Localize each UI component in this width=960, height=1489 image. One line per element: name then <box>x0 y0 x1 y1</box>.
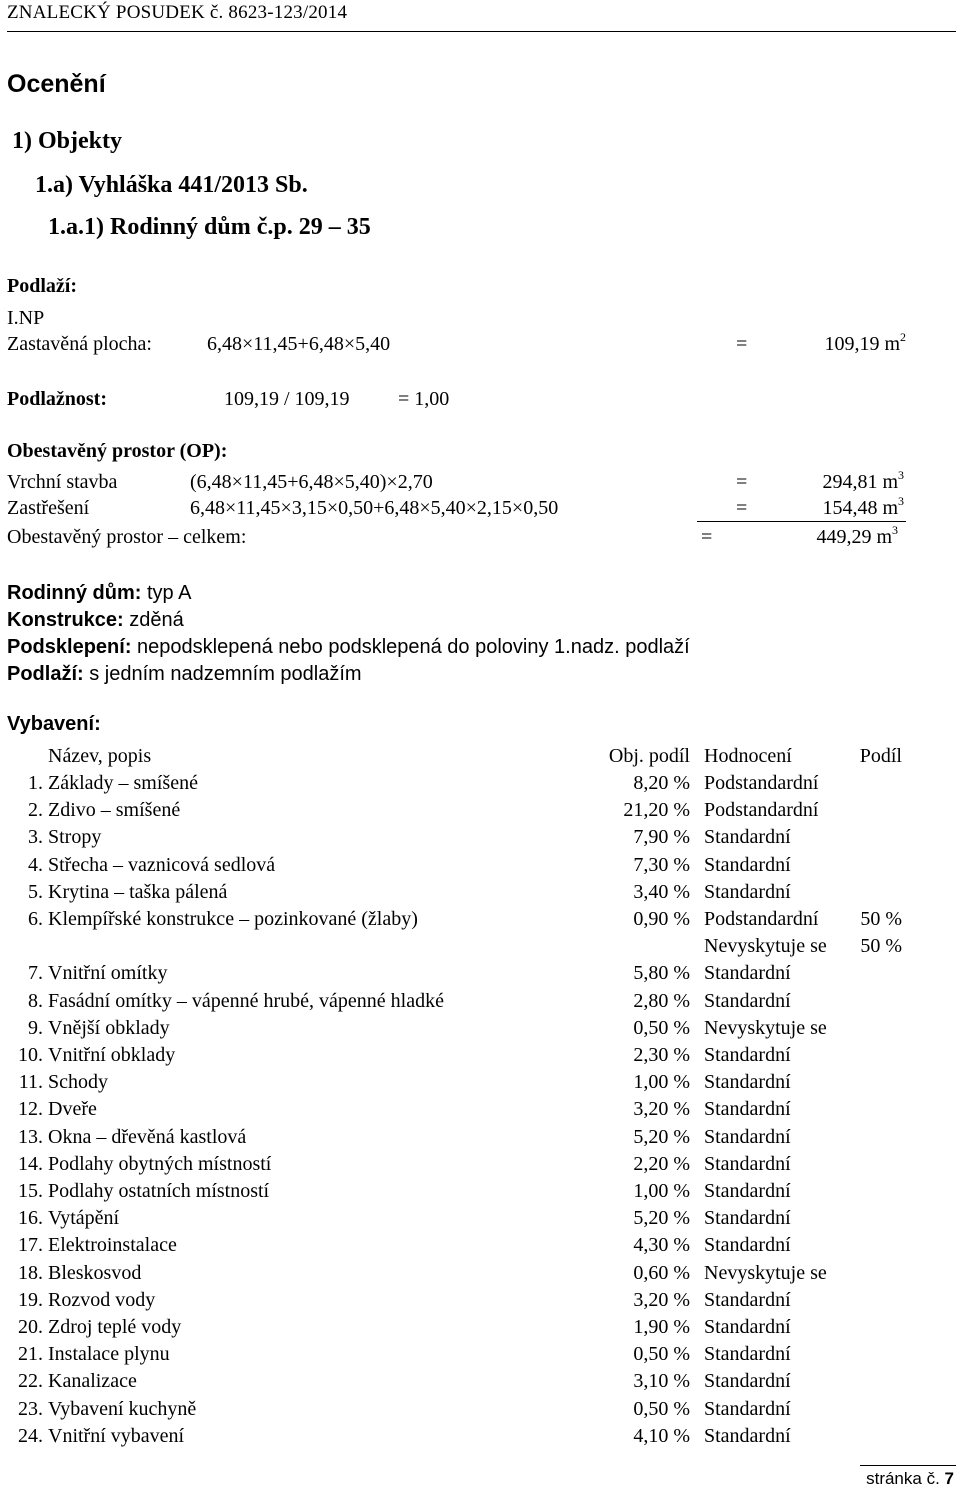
table-row <box>0 935 960 959</box>
cell-name: Vnitřní obklady <box>48 1044 176 1066</box>
cell-rating: Standardní <box>704 1152 791 1175</box>
cell-num: 13. <box>18 1125 43 1148</box>
cell-num: 17. <box>18 1234 43 1257</box>
cell-rating: Standardní <box>704 1343 791 1366</box>
cell-num: 7. <box>28 962 43 985</box>
cell-rating: Standardní <box>704 1180 791 1202</box>
floors-value: I.NP <box>7 307 45 329</box>
cell-rating: Podstandardní <box>704 799 819 822</box>
sum-rule <box>697 521 906 522</box>
built-area-formula: 6,48×11,45+6,48×5,40 <box>207 333 391 355</box>
cell-share: 3,20 % <box>633 1288 690 1311</box>
cell-name: Střecha – vaznicová sedlová <box>48 853 276 876</box>
cell-num: 19. <box>18 1288 43 1311</box>
cell-share: 8,20 % <box>633 772 690 794</box>
cell-share: 1,00 % <box>633 1180 690 1202</box>
table-row <box>0 1398 960 1422</box>
cell-name: Krytina – taška pálená <box>48 880 228 903</box>
volume-total-label: Obestavěný prostor – celkem: <box>7 526 247 548</box>
table-row <box>0 1180 960 1204</box>
cell-share: 0,50 % <box>633 1397 690 1420</box>
column-header-share: Obj. podíl <box>608 745 690 767</box>
cell-name: Elektroinstalace <box>48 1234 177 1257</box>
cell-num: 21. <box>18 1343 43 1366</box>
cell-share: 7,90 % <box>633 826 690 849</box>
volume-total-eq: = <box>701 526 713 548</box>
table-row <box>0 772 960 796</box>
volume-total-result: 449,29 $m^3$ <box>816 523 898 548</box>
cell-num: 8. <box>28 989 43 1012</box>
table-row <box>0 1153 960 1177</box>
built-area-label: Zastavěná plocha: <box>7 333 152 355</box>
table-row <box>0 881 960 905</box>
cell-num: 5. <box>28 880 43 903</box>
volume-row-formula: 6,48×11,45×3,15×0,50+6,48×5,40×2,15×0,50 <box>190 497 559 519</box>
cell-rating: Standardní <box>704 1370 791 1393</box>
cell-num: 16. <box>18 1207 43 1230</box>
cell-rating: Nevyskytuje se <box>704 1016 827 1039</box>
table-row <box>0 1207 960 1231</box>
cell-rating: Standardní <box>704 1044 791 1066</box>
volume-row-result: 294,81 $m^3$ <box>822 468 904 493</box>
cell-share: 2,30 % <box>633 1044 690 1066</box>
cell-share: 0,50 % <box>633 1016 690 1039</box>
cell-part: 50 % <box>860 908 902 930</box>
cell-num: 18. <box>18 1261 43 1284</box>
volume-row-label: Zastřešení <box>7 497 90 519</box>
equipment-label: Vybavení: <box>7 713 101 735</box>
cell-num: 15. <box>18 1180 43 1202</box>
cell-share: 3,20 % <box>633 1098 690 1121</box>
column-header-name: Název, popis <box>48 745 152 767</box>
cell-rating: Podstandardní <box>704 772 819 794</box>
document-header-title: ZNALECKÝ POSUDEK č. 8623-123/2014 <box>7 2 348 23</box>
prop-podlazi: Podlaží: s jedním nadzemním podlažím <box>7 663 362 685</box>
built-area-result: 109,19 $m^2$ <box>824 330 906 355</box>
table-row <box>0 1370 960 1394</box>
table-row <box>0 990 960 1014</box>
cell-share: 21,20 % <box>623 799 690 822</box>
cell-rating: Standardní <box>704 1071 791 1094</box>
page-footer: stránka č. 7 <box>866 1469 954 1488</box>
cell-rating: Standardní <box>704 1098 791 1121</box>
cell-name: Zdivo – smíšené <box>48 799 181 822</box>
cell-share: 0,60 % <box>633 1261 690 1284</box>
cell-name: Vnitřní vybavení <box>48 1424 185 1447</box>
cell-share: 3,10 % <box>633 1370 690 1393</box>
cell-share: 4,30 % <box>633 1234 690 1257</box>
cell-share: 0,50 % <box>633 1343 690 1366</box>
prop-konstrukce: Konstrukce: zděná <box>7 609 184 631</box>
cell-num: 20. <box>18 1316 43 1338</box>
cell-num: 11. <box>18 1071 43 1094</box>
cell-rating: Standardní <box>704 880 791 903</box>
cell-share: 5,20 % <box>633 1207 690 1230</box>
table-row <box>0 1126 960 1150</box>
cell-rating: Standardní <box>704 1288 791 1311</box>
volume-row-formula: (6,48×11,45+6,48×5,40)×2,70 <box>190 471 433 493</box>
cell-name: Podlahy ostatních místností <box>48 1180 270 1202</box>
prop-rodinny-dum: Rodinný dům: typ A <box>7 582 192 604</box>
cell-share: 1,90 % <box>633 1316 690 1338</box>
cell-num: 1. <box>28 772 43 794</box>
column-header-rating: Hodnocení <box>704 745 792 767</box>
cell-share: 4,10 % <box>633 1424 690 1447</box>
cell-name: Podlahy obytných místností <box>48 1152 272 1175</box>
cell-share: 0,90 % <box>633 908 690 930</box>
cell-name: Okna – dřevěná kastlová <box>48 1125 247 1148</box>
cell-rating: Standardní <box>704 1234 791 1257</box>
cell-num: 22. <box>18 1370 43 1393</box>
column-header-part: Podíl <box>859 745 902 767</box>
cell-name: Vnější obklady <box>48 1016 170 1039</box>
page-number: 7 <box>944 1469 954 1488</box>
cell-name: Bleskosvod <box>48 1261 142 1284</box>
cell-rating: Podstandardní <box>704 908 819 930</box>
volume-row-label: Vrchní stavba <box>7 471 118 493</box>
cell-rating: Standardní <box>704 1125 791 1148</box>
volume-row-result: 154,48 $m^3$ <box>822 494 904 519</box>
table-row <box>0 1425 960 1449</box>
cell-name: Stropy <box>48 826 102 849</box>
cell-rating: Standardní <box>704 826 791 849</box>
cell-name: Vybavení kuchyně <box>48 1397 197 1420</box>
table-row <box>0 1316 960 1340</box>
table-row <box>0 1017 960 1041</box>
built-area-eq: = <box>736 333 748 355</box>
cell-num: 4. <box>28 853 43 876</box>
floor-ratio-label: Podlažnost: <box>7 388 107 410</box>
cell-name: Dveře <box>48 1098 97 1121</box>
cell-share: 7,30 % <box>633 853 690 876</box>
cell-share: 3,40 % <box>633 880 690 903</box>
cell-part: 50 % <box>860 935 902 958</box>
cell-name: Klempířské konstrukce – pozinkované (žlaby) <box>48 908 418 930</box>
footer-rule <box>860 1465 956 1466</box>
cell-name: Vnitřní omítky <box>48 962 168 985</box>
cell-rating: Standardní <box>704 962 791 985</box>
prop-podsklepeni: Podsklepení: nepodsklepená nebo podsklepená do poloviny 1.nadz. podlaží <box>7 636 690 658</box>
table-row <box>0 962 960 986</box>
table-row <box>0 1343 960 1367</box>
cell-rating: Standardní <box>704 853 791 876</box>
cell-share: 1,00 % <box>633 1071 690 1094</box>
cell-rating: Standardní <box>704 1316 791 1338</box>
cell-name: Základy – smíšené <box>48 772 198 794</box>
cell-num: 3. <box>28 826 43 849</box>
cell-rating: Nevyskytuje se <box>704 935 827 958</box>
section-heading-oceneni: Ocenění <box>7 70 106 98</box>
cell-rating: Standardní <box>704 1207 791 1230</box>
cell-rating: Standardní <box>704 1397 791 1420</box>
cell-name: Schody <box>48 1071 108 1094</box>
table-row <box>0 1262 960 1286</box>
cell-name: Vytápění <box>48 1207 120 1230</box>
volume-row-eq: = <box>736 471 748 493</box>
section-heading-objekty: 1) Objekty <box>12 128 122 154</box>
floors-label: Podlaží: <box>7 275 77 297</box>
table-row <box>0 826 960 850</box>
floor-ratio-result: = 1,00 <box>398 388 450 410</box>
table-row <box>0 1289 960 1313</box>
cell-rating: Standardní <box>704 989 791 1012</box>
volume-row-eq: = <box>736 497 748 519</box>
cell-name: Kanalizace <box>48 1370 137 1393</box>
cell-num: 23. <box>18 1397 43 1420</box>
section-heading-rodinny-dum: 1.a.1) Rodinný dům č.p. 29 – 35 <box>48 214 371 240</box>
table-header-row <box>0 745 960 769</box>
cell-share: 5,80 % <box>633 962 690 985</box>
cell-num: 12. <box>18 1098 43 1121</box>
cell-num: 24. <box>18 1424 43 1447</box>
table-row <box>0 1098 960 1122</box>
cell-num: 2. <box>28 799 43 822</box>
cell-num: 14. <box>18 1152 43 1175</box>
cell-share: 5,20 % <box>633 1125 690 1148</box>
cell-share: 2,80 % <box>633 989 690 1012</box>
table-row <box>0 799 960 823</box>
cell-name: Zdroj teplé vody <box>48 1316 182 1338</box>
table-row <box>0 908 960 932</box>
cell-name: Instalace plynu <box>48 1343 170 1366</box>
cell-name: Fasádní omítky – vápenné hrubé, vápenné hladké <box>48 989 444 1012</box>
section-heading-vyhlaska: 1.a) Vyhláška 441/2013 Sb. <box>35 172 308 198</box>
cell-share: 2,20 % <box>633 1152 690 1175</box>
floor-ratio-formula: 109,19 / 109,19 <box>224 388 350 410</box>
cell-rating: Standardní <box>704 1424 791 1447</box>
cell-num: 10. <box>18 1044 43 1066</box>
cell-num: 6. <box>28 908 43 930</box>
cell-rating: Nevyskytuje se <box>704 1261 827 1284</box>
table-row <box>0 1044 960 1068</box>
table-row <box>0 1071 960 1095</box>
volume-label: Obestavěný prostor (OP): <box>7 440 228 462</box>
header-rule <box>7 31 956 32</box>
table-row <box>0 1234 960 1258</box>
cell-name: Rozvod vody <box>48 1288 156 1311</box>
cell-num: 9. <box>28 1016 43 1039</box>
table-row <box>0 854 960 878</box>
